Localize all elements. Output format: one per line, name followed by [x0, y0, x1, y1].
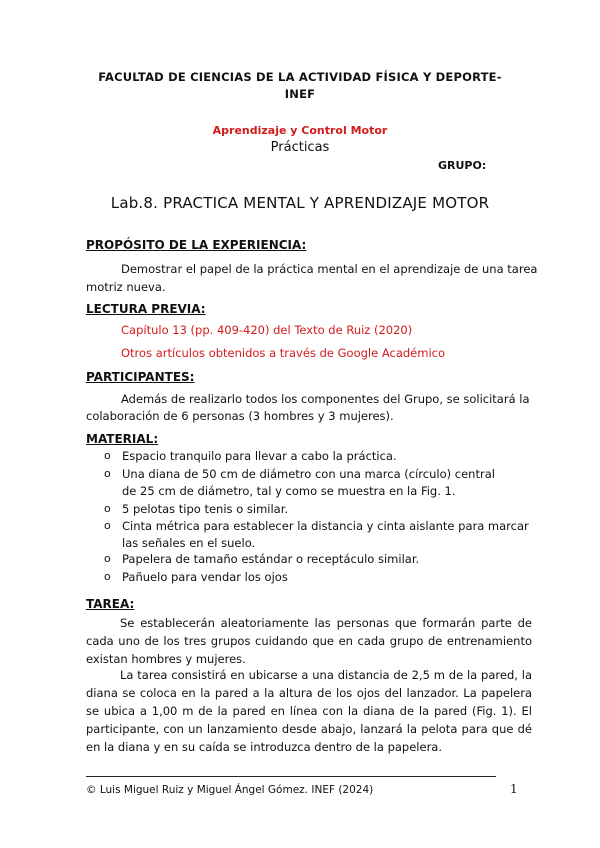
faculty-title-line1: FACULTAD DE CIENCIAS DE LA ACTIVIDAD FÍSICA Y DEPORTE- [98, 70, 502, 84]
reading-heading: LECTURA PREVIA: [86, 302, 206, 316]
task-paragraph-1: Se establecerán aleatoriamente las personas que formarán parte de cada uno de los tres grupos cuidando que en cada grupo de entrenamiento existan hombres y mujeres. [86, 616, 532, 666]
participants-text-line2: colaboración de 6 personas (3 hombres y 3 mujeres). [86, 409, 394, 423]
footer-credit-text: Luis Miguel Ruiz y Miguel Ángel Gómez. INEF (2024) [99, 784, 374, 796]
page-number: 1 [510, 782, 518, 796]
course-name: Aprendizaje y Control Motor [212, 124, 388, 137]
material-item: Espacio tranquilo para llevar a cabo la práctica. [122, 449, 397, 463]
footer-credit [86, 784, 373, 796]
material-item: Papelera de tamaño estándar o receptáculo similar. [122, 552, 420, 566]
participants-text-line1: Además de realizarlo todos los componentes del Grupo, se solicitará la [121, 392, 530, 406]
bullet-marker: o [104, 502, 111, 515]
material-item: Cinta métrica para establecer la distancia y cinta aislante para marcar las señales en el suelo. [122, 519, 529, 550]
task-heading: TAREA: [86, 597, 135, 611]
footer-divider [86, 776, 496, 777]
participants-heading: PARTICIPANTES: [86, 370, 195, 384]
material-item: 5 pelotas tipo tenis o similar. [122, 502, 289, 516]
bullet-marker: o [104, 519, 111, 532]
purpose-text-line1: Demostrar el papel de la práctica mental en el aprendizaje de una tarea [121, 262, 538, 276]
bullet-marker: o [104, 570, 111, 583]
faculty-title-line2: INEF [284, 87, 316, 101]
bullet-marker: o [104, 467, 111, 480]
lab-title: Lab.8. PRACTICA MENTAL Y APRENDIZAJE MOTOR [110, 194, 490, 212]
reading-item-articles: Otros artículos obtenidos a través de Google Académico [121, 346, 445, 360]
group-label: GRUPO: [438, 159, 487, 172]
material-heading: MATERIAL: [86, 432, 159, 446]
bullet-marker: o [104, 449, 111, 462]
copyright-symbol: © [86, 784, 97, 796]
subtitle-practicas: Prácticas [270, 140, 330, 155]
task-paragraph-2: La tarea consistirá en ubicarse a una distancia de 2,5 m de la pared, la diana se coloca en la pared a la altura de los ojos del lanzador. La papelera se ubica a 1,00 m de la pared en línea con la diana de la pared (Fig. 1). El participante, con un lanzamiento desde abajo, lanzará la pelota para que dé en la diana y en su caída se introduzca dentro de la papelera. [86, 668, 532, 754]
reading-item-chapter: Capítulo 13 (pp. 409-420) del Texto de Ruiz (2020) [121, 323, 413, 337]
bullet-marker: o [104, 552, 111, 565]
material-item: Pañuelo para vendar los ojos [122, 570, 288, 584]
purpose-heading: PROPÓSITO DE LA EXPERIENCIA: [86, 238, 307, 252]
purpose-text-line2: motriz nueva. [86, 280, 166, 294]
material-item: Una diana de 50 cm de diámetro con una marca (círculo) central de 25 cm de diámetro, tal y como se muestra en la Fig. 1. [122, 467, 495, 498]
